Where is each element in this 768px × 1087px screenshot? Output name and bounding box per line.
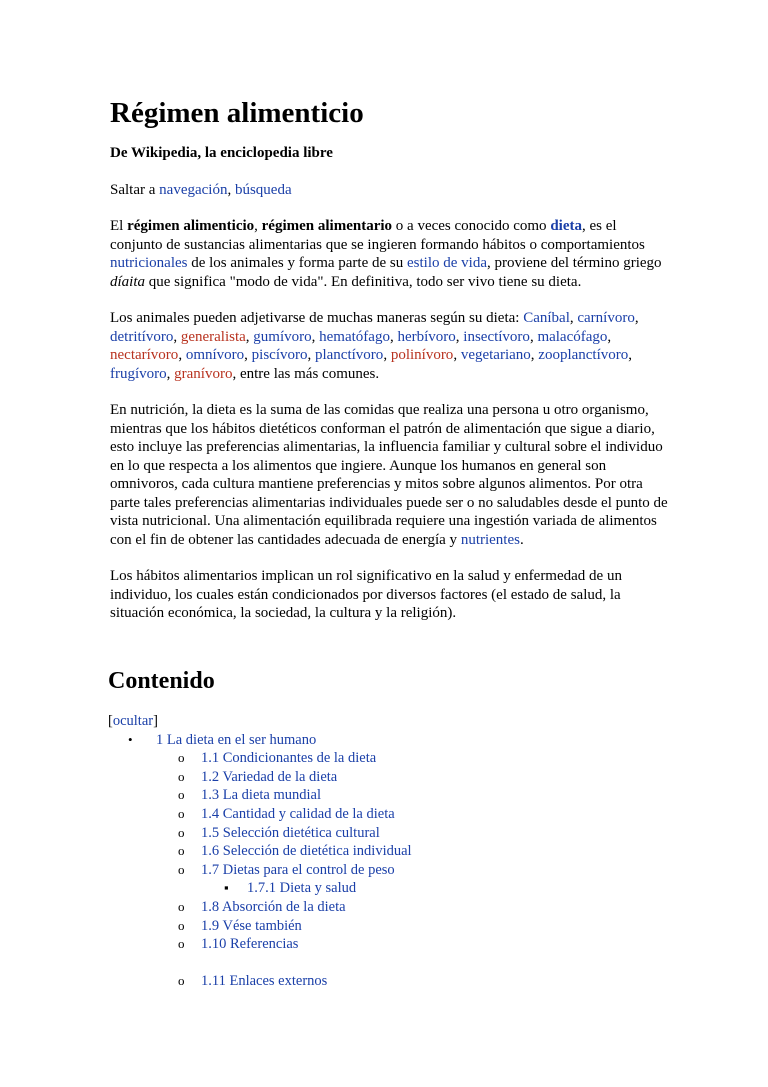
term-separator: , — [634, 310, 639, 326]
diet-term-link[interactable]: generalista — [180, 328, 246, 345]
toc-bullet: o — [178, 768, 185, 784]
diet-term-link[interactable]: Caníbal — [523, 310, 570, 326]
habits-paragraph: Los hábitos alimentarios implican un rol significativo en la salud y enfermedad de un individuo, los cuales están condicionados por diversos factores (el estado de salud, la situación económica, la sociedad, la cultura y la religión). — [110, 568, 622, 621]
toc-item-link[interactable]: 1.7 Dietas para el control de peso — [201, 861, 395, 878]
p2-outro: , entre las más comunes. — [232, 365, 380, 382]
estilo-de-vida-link[interactable]: estilo de vida — [407, 255, 487, 271]
diet-term-link[interactable]: vegetariano — [460, 347, 531, 363]
toc-bullet: o — [178, 899, 185, 914]
toc-item-link[interactable]: 1.6 Selección de dietética individual — [201, 843, 412, 860]
toc-bullet: ▪ — [224, 880, 229, 896]
term-separator: , — [529, 328, 538, 345]
toc-item-link[interactable]: 1.8 Absorción de la dieta — [201, 899, 346, 915]
p3-text: En nutrición, la dieta es la suma de las comidas que realiza una persona u otro organismo, mientras que los hábitos dietéticos conforman el patrón de alimentación que sigue a diario, esto incluye las preferencias alimentarias, la influencia familiar y cultural sobre el individuo en lo que respecta a los alimentos que ingiere. Aunque los humanos en general son omnivoros, cada cultura mantiene preferencias y mitos sobre algunos alimentos. Por otra parte tales preferencias alimentarias individuales puede ser o no saludables desde el punto de vista nutricional. Una alimentación equilibrada requiere una ingestión variada de alimentos con el fin de obtener las cantidades adecuada de energía y — [110, 402, 668, 548]
term-separator: , — [166, 365, 175, 382]
p1-bold-term: régimen alimenticio — [127, 218, 255, 234]
toc-bracket: ] — [153, 713, 158, 729]
term-separator: , — [178, 347, 186, 363]
toc-bullet: o — [178, 806, 185, 821]
toc-item-link[interactable]: 1 La dieta en el ser humano — [156, 731, 317, 748]
toc-item-link[interactable]: 1.2 Variedad de la dieta — [201, 768, 338, 785]
toc-bullet: • — [128, 731, 133, 747]
toc-item-link[interactable]: 1.4 Cantidad y calidad de la dieta — [201, 806, 395, 822]
nutricionales-link[interactable]: nutricionales — [110, 255, 188, 271]
diet-term-link[interactable]: frugívoro — [110, 365, 167, 382]
diet-term-link[interactable]: hematófago — [319, 328, 390, 345]
term-separator: , — [607, 328, 612, 345]
toc-bullet: o — [178, 917, 185, 933]
toc-bullet: o — [178, 787, 185, 803]
term-separator: , — [311, 328, 320, 345]
p1-text: de los animales y forma parte de su — [187, 255, 407, 271]
term-separator: , — [173, 328, 181, 345]
diet-term-link[interactable]: planctívoro — [314, 347, 384, 363]
diet-term-link[interactable]: carnívoro — [577, 310, 635, 326]
p1-text: , proviene del término griego — [486, 255, 662, 271]
p1-text: que significa "modo de vida". En definitiva, todo ser vivo tiene su dieta. — [145, 273, 582, 290]
toc-bullet: o — [178, 861, 185, 877]
p2-intro: Los animales pueden adjetivarse de muchas maneras según su dieta: — [110, 310, 524, 326]
page-subtitle: De Wikipedia, la enciclopedia libre — [110, 145, 333, 161]
p3-end: . — [519, 531, 524, 548]
toc-item-link[interactable]: 1.11 Enlaces externos — [201, 972, 328, 989]
diet-term-link[interactable]: gumívoro — [253, 328, 312, 345]
term-separator: , — [244, 347, 252, 363]
diet-term-link[interactable]: nectarívoro — [110, 347, 179, 363]
jump-prefix: Saltar a — [110, 181, 160, 198]
p1-text: o a veces conocido como — [392, 218, 551, 234]
toc-bullet: o — [178, 972, 185, 988]
toc-item-link[interactable]: 1.7.1 Dieta y salud — [247, 880, 357, 897]
diet-term-link[interactable]: detritívoro — [110, 328, 174, 345]
diet-term-link[interactable]: omnívoro — [185, 347, 245, 363]
diet-term-link[interactable]: herbívoro — [397, 328, 456, 345]
nutrition-paragraph — [110, 401, 670, 549]
diet-term-link[interactable]: malacófago — [537, 328, 608, 345]
diet-term-link[interactable]: insectívoro — [463, 328, 530, 345]
toc-hide-link[interactable]: ocultar — [112, 713, 154, 729]
toc-item-link[interactable]: 1.9 Vése también — [201, 917, 302, 934]
term-separator: , — [453, 347, 461, 363]
term-separator: , — [389, 328, 398, 345]
toc-bullet: o — [178, 843, 185, 859]
diet-term-link[interactable]: granívoro — [174, 365, 233, 382]
diet-term-link[interactable]: zooplanctívoro — [538, 347, 629, 363]
diet-term-link[interactable]: polinívoro — [390, 347, 454, 363]
greek-term: díaita — [110, 273, 146, 290]
p1-text: El — [110, 218, 128, 234]
jump-search-link[interactable]: búsqueda — [234, 181, 292, 198]
diet-term-link[interactable]: piscívoro — [251, 347, 308, 363]
toc-bullet: o — [178, 936, 185, 952]
term-separator: , — [530, 347, 539, 363]
toc-heading: Contenido — [108, 668, 215, 694]
jump-separator: , — [227, 181, 235, 198]
term-separator: , — [628, 347, 633, 363]
dieta-link[interactable]: dieta — [550, 218, 582, 234]
term-separator: , — [383, 347, 391, 363]
nutrientes-link[interactable]: nutrientes — [460, 531, 520, 548]
toc-item-link[interactable]: 1.3 La dieta mundial — [201, 787, 321, 804]
toc-bullet: o — [178, 824, 185, 840]
p1-text: , — [254, 218, 262, 234]
toc-bracket: [ — [108, 713, 113, 729]
toc-item-link[interactable]: 1.1 Condicionantes de la dieta — [201, 750, 377, 767]
page-title: Régimen alimenticio — [110, 97, 364, 129]
term-separator: , — [455, 328, 464, 345]
jump-navigation-link[interactable]: navegación — [159, 181, 228, 198]
diet-types-paragraph — [110, 309, 670, 383]
intro-paragraph — [110, 217, 670, 291]
term-separator: , — [569, 310, 578, 326]
toc-item-link[interactable]: 1.5 Selección dietética cultural — [201, 824, 380, 841]
p1-bold-term: régimen alimentario — [261, 218, 393, 234]
article-body — [110, 96, 670, 623]
jump-links — [110, 181, 670, 200]
toc-bullet: o — [178, 750, 185, 766]
toc-hide-toggle — [108, 712, 158, 730]
term-separator: , — [307, 347, 315, 363]
term-separator: , — [245, 328, 254, 345]
p1-text: , es el conjunto de sustancias alimentarias que se ingieren formando hábitos o comportamientos — [110, 218, 645, 253]
toc-item-link[interactable]: 1.10 Referencias — [201, 936, 299, 953]
